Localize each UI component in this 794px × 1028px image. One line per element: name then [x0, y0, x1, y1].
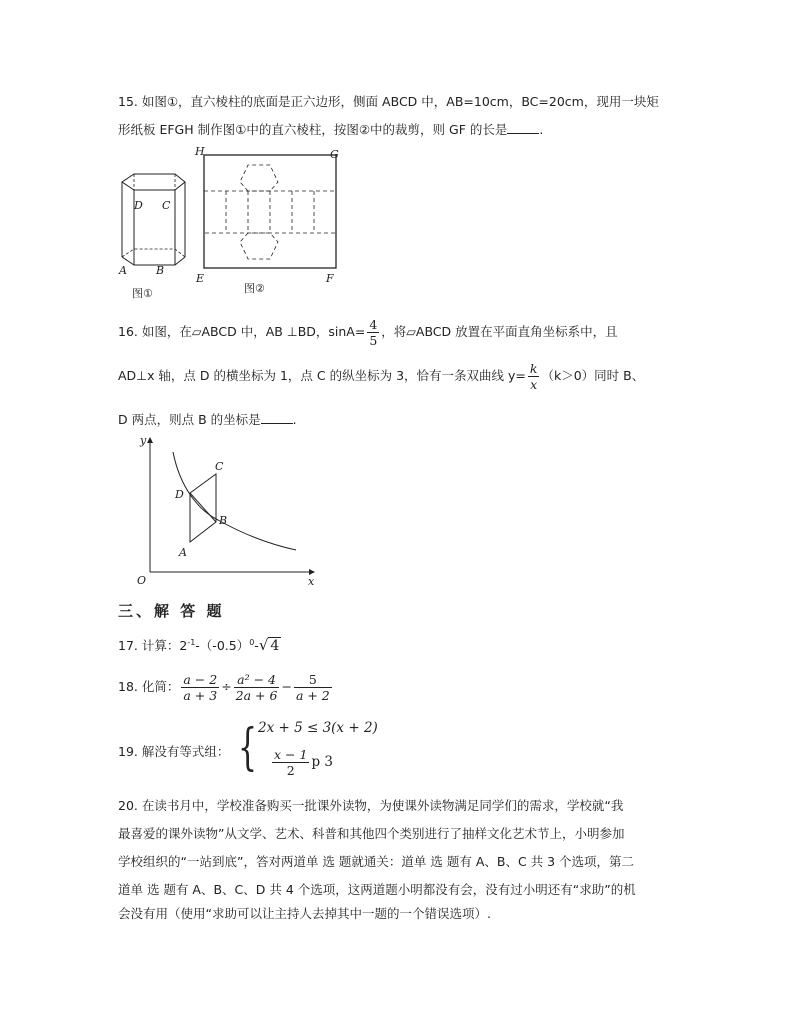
sinA-fraction — [367, 317, 379, 348]
graph-label-y: y — [140, 434, 147, 447]
q18-label: 18. 化简： — [118, 679, 180, 694]
fig2-label-F: F — [326, 272, 334, 285]
graph-label-D: D — [175, 488, 184, 501]
q19-inequality-2-rest: p 3 — [311, 754, 333, 770]
q16-line-1 — [118, 312, 618, 352]
q17-label: 17. 计算： — [118, 638, 180, 654]
q18-op-1: ÷ — [221, 679, 232, 694]
sqrt-sign-icon: √ — [258, 636, 269, 655]
q15-end: . — [539, 122, 544, 137]
graph-label-C: C — [215, 460, 224, 473]
q15-line-2 — [118, 120, 543, 138]
q20-line-3: 学校组织的“一站到底”，答对两道单 选 题就通关：道单 选 题有 A、B、C 共 3 个选项，第二 — [118, 854, 635, 869]
net-bottom-hexagon — [240, 233, 278, 259]
graph-label-O: O — [137, 574, 147, 587]
prism-bottom-edge — [122, 257, 185, 265]
q18-f3-numerator: 5 — [294, 672, 332, 688]
q17-line — [118, 632, 281, 657]
graph-label-x: x — [308, 575, 315, 588]
hyperbola-numerator: k — [529, 361, 538, 376]
q19-label: 19. 解没有等式组： — [118, 744, 230, 759]
q16-line-2b: （k＞0）同时 B、 — [541, 368, 645, 383]
q19-denominator: 2 — [286, 763, 295, 778]
q18-f3-denominator: a + 2 — [295, 688, 330, 703]
q16-line-1b: ，将▱ABCD 放置在平面直角坐标系中，且 — [381, 324, 618, 339]
graph-label-B: B — [219, 514, 228, 527]
fig2-caption: 图② — [244, 282, 265, 295]
q15-line-2-text: 形纸板 EFGH 制作图①中的直六棱柱，按图②中的裁剪，则 GF 的长是 — [118, 122, 508, 137]
section-heading: 三、解 答 题 — [118, 602, 225, 620]
fig1-label-C: C — [162, 199, 171, 212]
q16-line-1a: 16. 如图，在▱ABCD 中，AB ⊥BD，sinA= — [118, 324, 366, 339]
q18-fraction-3 — [294, 672, 332, 703]
rectangle-EFGH — [204, 155, 336, 268]
q17-term-2: -（-0.5） — [195, 638, 250, 654]
fig2-label-G: G — [330, 148, 339, 161]
hyperbola-curve — [173, 452, 296, 550]
figure-2-cutting-net — [192, 140, 348, 300]
hyperbola-denominator: x — [530, 377, 538, 392]
q16-end: . — [292, 412, 297, 427]
fig1-label-B: B — [156, 264, 165, 277]
q19-fraction — [272, 747, 309, 778]
diagonal-BD — [190, 493, 216, 522]
fig1-label-A: A — [119, 264, 127, 277]
q16-line-2 — [118, 356, 644, 396]
q18-f1-denominator: a + 3 — [183, 688, 218, 703]
q18-fraction-2 — [234, 672, 280, 703]
hyperbola-fraction — [528, 361, 540, 392]
net-top-hexagon — [240, 165, 278, 191]
fig1-label-D: D — [134, 199, 143, 212]
q16-line-2a: AD⊥x 轴，点 D 的横坐标为 1，点 C 的纵坐标为 3，恰有一条双曲线 y= — [118, 368, 526, 383]
answer-blank — [261, 413, 293, 424]
q18-line — [118, 666, 334, 708]
q20-line-4: 道单 选 题有 A、B、C、D 共 4 个选项，这两道题小明都没有会，没有过小明还有“求助”的机 — [118, 882, 636, 897]
q20-line-2: 最喜爱的课外读物”从文学、艺术、科普和其他四个类别进行了抽样文化艺术节上，小明参加 — [118, 826, 625, 841]
graph-label-A: A — [179, 546, 187, 559]
q19-inequality-2 — [270, 742, 333, 782]
q18-fraction-1 — [181, 672, 219, 703]
q17-exponent-1: -1 — [187, 638, 196, 647]
q19-inequality-1: 2x + 5 ≤ 3(x + 2) — [258, 720, 378, 736]
q16-coordinate-graph — [128, 432, 324, 592]
brace-icon: { — [238, 718, 258, 776]
q17-term-1: 2 — [179, 638, 188, 654]
q20-line-1: 20. 在读书月中，学校准备购买一批课外读物，为使课外读物满足同学们的需求，学校就“我 — [118, 798, 624, 813]
q16-line-3-text: D 两点，则点 B 的坐标是 — [118, 412, 261, 427]
q16-line-3 — [118, 410, 297, 428]
q19-numerator: x − 1 — [274, 747, 308, 762]
sinA-numerator: 4 — [369, 317, 378, 332]
q17-term-3: - — [254, 638, 259, 654]
q18-op-2: − — [281, 679, 292, 694]
q17-radicand: 4 — [270, 638, 280, 655]
q18-f2-numerator: a² − 4 — [234, 672, 280, 688]
prism-top-face — [122, 174, 185, 190]
q18-f2-denominator: 2a + 6 — [235, 688, 278, 703]
q15-line-1: 15. 如图①，直六棱柱的底面是正六边形，侧面 ABCD 中，AB=10cm，BC=20cm，现用一块矩 — [118, 94, 659, 109]
fig1-caption: 图① — [132, 287, 153, 300]
fig2-label-H: H — [195, 145, 205, 158]
answer-blank — [507, 123, 539, 134]
sinA-denominator: 5 — [369, 333, 378, 348]
figure-1-hexagonal-prism — [114, 145, 196, 300]
fig2-label-E: E — [196, 272, 205, 285]
q17-exponent-2: 0 — [249, 638, 255, 647]
q20-line-5: 会没有用（使用“求助可以让主持人去掉其中一题的一个错误选项）. — [118, 906, 491, 921]
q18-f1-numerator: a − 2 — [183, 672, 218, 687]
